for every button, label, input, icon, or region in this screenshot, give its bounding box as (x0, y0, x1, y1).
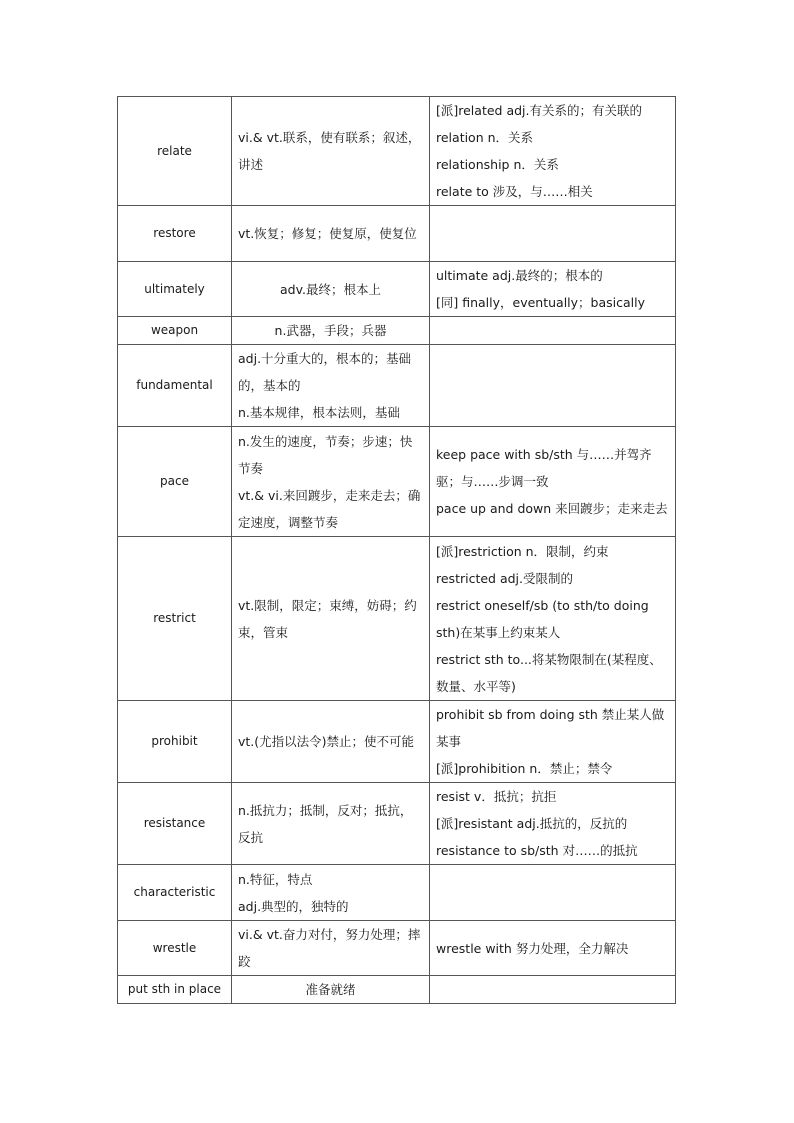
table-row (118, 783, 676, 865)
meaning-text: 准备就绪 (305, 982, 356, 997)
meaning-text: vt.& vi.来回踱步，走来走去；确定速度，调整节奏 (238, 487, 421, 530)
table-row (118, 317, 676, 345)
meaning-cell (232, 206, 430, 262)
word-cell: fundamental (118, 345, 232, 427)
notes-cell (430, 345, 676, 427)
table-row (118, 97, 676, 206)
meaning-cell (232, 97, 430, 206)
word-cell: resistance (118, 783, 232, 865)
notes-cell (430, 262, 676, 317)
meaning-cell (232, 976, 430, 1004)
note-line: restrict sth to...将某物限制在(某程度、数量、水平等) (436, 651, 662, 694)
meaning-text: n.基本规律，根本法则，基础 (238, 405, 400, 420)
note-line: restricted adj.受限制的 (436, 570, 573, 586)
note-line: resist v．抵抗；抗拒 (436, 789, 557, 804)
notes-cell (430, 865, 676, 921)
table-row (118, 537, 676, 701)
note-line: relationship n．关系 (436, 157, 559, 172)
word-cell: pace (118, 427, 232, 537)
meaning-text: n.抵抗力；抵制，反对；抵抗，反抗 (238, 802, 413, 845)
note-line: keep pace with sb/sth 与……并驾齐驱；与……步调一致 (436, 447, 652, 489)
table-row (118, 701, 676, 783)
note-line: wrestle with 努力处理，全力解决 (436, 940, 629, 956)
meaning-text: vi.& vt.奋力对付，努力处理；摔跤 (238, 927, 421, 969)
word-cell: ultimately (118, 262, 232, 317)
word-cell: put sth in place (118, 976, 232, 1004)
meaning-text: vi.& vt.联系，使有联系；叙述，讲述 (238, 130, 421, 172)
meaning-cell (232, 345, 430, 427)
notes-cell (430, 783, 676, 865)
note-line: [派]restriction n．限制，约束 (436, 543, 609, 559)
notes-cell (430, 317, 676, 345)
table-row (118, 427, 676, 537)
meaning-text: n.发生的速度，节奏；步速；快节奏 (238, 433, 413, 476)
vocabulary-table (117, 96, 676, 1004)
note-line: [派]resistant adj.抵抗的，反抗的 (436, 816, 628, 831)
meaning-text: n.特征，特点 (238, 871, 313, 887)
word-cell: prohibit (118, 701, 232, 783)
meaning-text: adj.十分重大的，根本的；基础的，基本的 (238, 351, 412, 393)
note-line: prohibit sb from doing sth 禁止某人做某事 (436, 707, 665, 749)
meaning-cell (232, 317, 430, 345)
meaning-text: adv.最终；根本上 (280, 281, 381, 297)
note-line: relation n．关系 (436, 130, 534, 145)
note-line: restrict oneself/sb (to sth/to doing sth)在某事上约束某人 (436, 597, 649, 640)
meaning-text: adj.典型的，独特的 (238, 898, 349, 914)
notes-cell (430, 206, 676, 262)
table-row (118, 206, 676, 262)
note-line: [同] finally，eventually；basically (436, 295, 646, 310)
meaning-cell (232, 537, 430, 701)
notes-cell (430, 427, 676, 537)
meaning-cell (232, 865, 430, 921)
meaning-cell (232, 262, 430, 317)
word-cell: characteristic (118, 865, 232, 921)
meaning-cell (232, 921, 430, 976)
word-cell: restore (118, 206, 232, 262)
word-cell: wrestle (118, 921, 232, 976)
meaning-text: vt.限制，限定；束缚，妨碍；约束，管束 (238, 597, 417, 640)
meaning-cell (232, 783, 430, 865)
note-line: [派]related adj.有关系的；有关联的 (436, 103, 642, 118)
word-cell: relate (118, 97, 232, 206)
meaning-text: vt.(尤指以法令)禁止；使不可能 (238, 734, 415, 749)
notes-cell (430, 976, 676, 1004)
meaning-text: n.武器，手段；兵器 (274, 323, 387, 338)
table-row (118, 865, 676, 921)
notes-cell (430, 97, 676, 206)
table-row (118, 262, 676, 317)
notes-cell (430, 537, 676, 701)
meaning-text: vt.恢复；修复；使复原，使复位 (238, 226, 417, 241)
table-row (118, 345, 676, 427)
note-line: relate to 涉及，与……相关 (436, 184, 593, 199)
table-row (118, 921, 676, 976)
note-line: ultimate adj.最终的；根本的 (436, 268, 603, 283)
meaning-cell (232, 427, 430, 537)
notes-cell (430, 701, 676, 783)
word-cell: weapon (118, 317, 232, 345)
word-cell: restrict (118, 537, 232, 701)
meaning-cell (232, 701, 430, 783)
note-line: [派]prohibition n．禁止；禁令 (436, 761, 613, 776)
note-line: resistance to sb/sth 对……的抵抗 (436, 843, 638, 858)
notes-cell (430, 921, 676, 976)
table-row (118, 976, 676, 1004)
note-line: pace up and down 来回踱步；走来走去 (436, 501, 668, 516)
